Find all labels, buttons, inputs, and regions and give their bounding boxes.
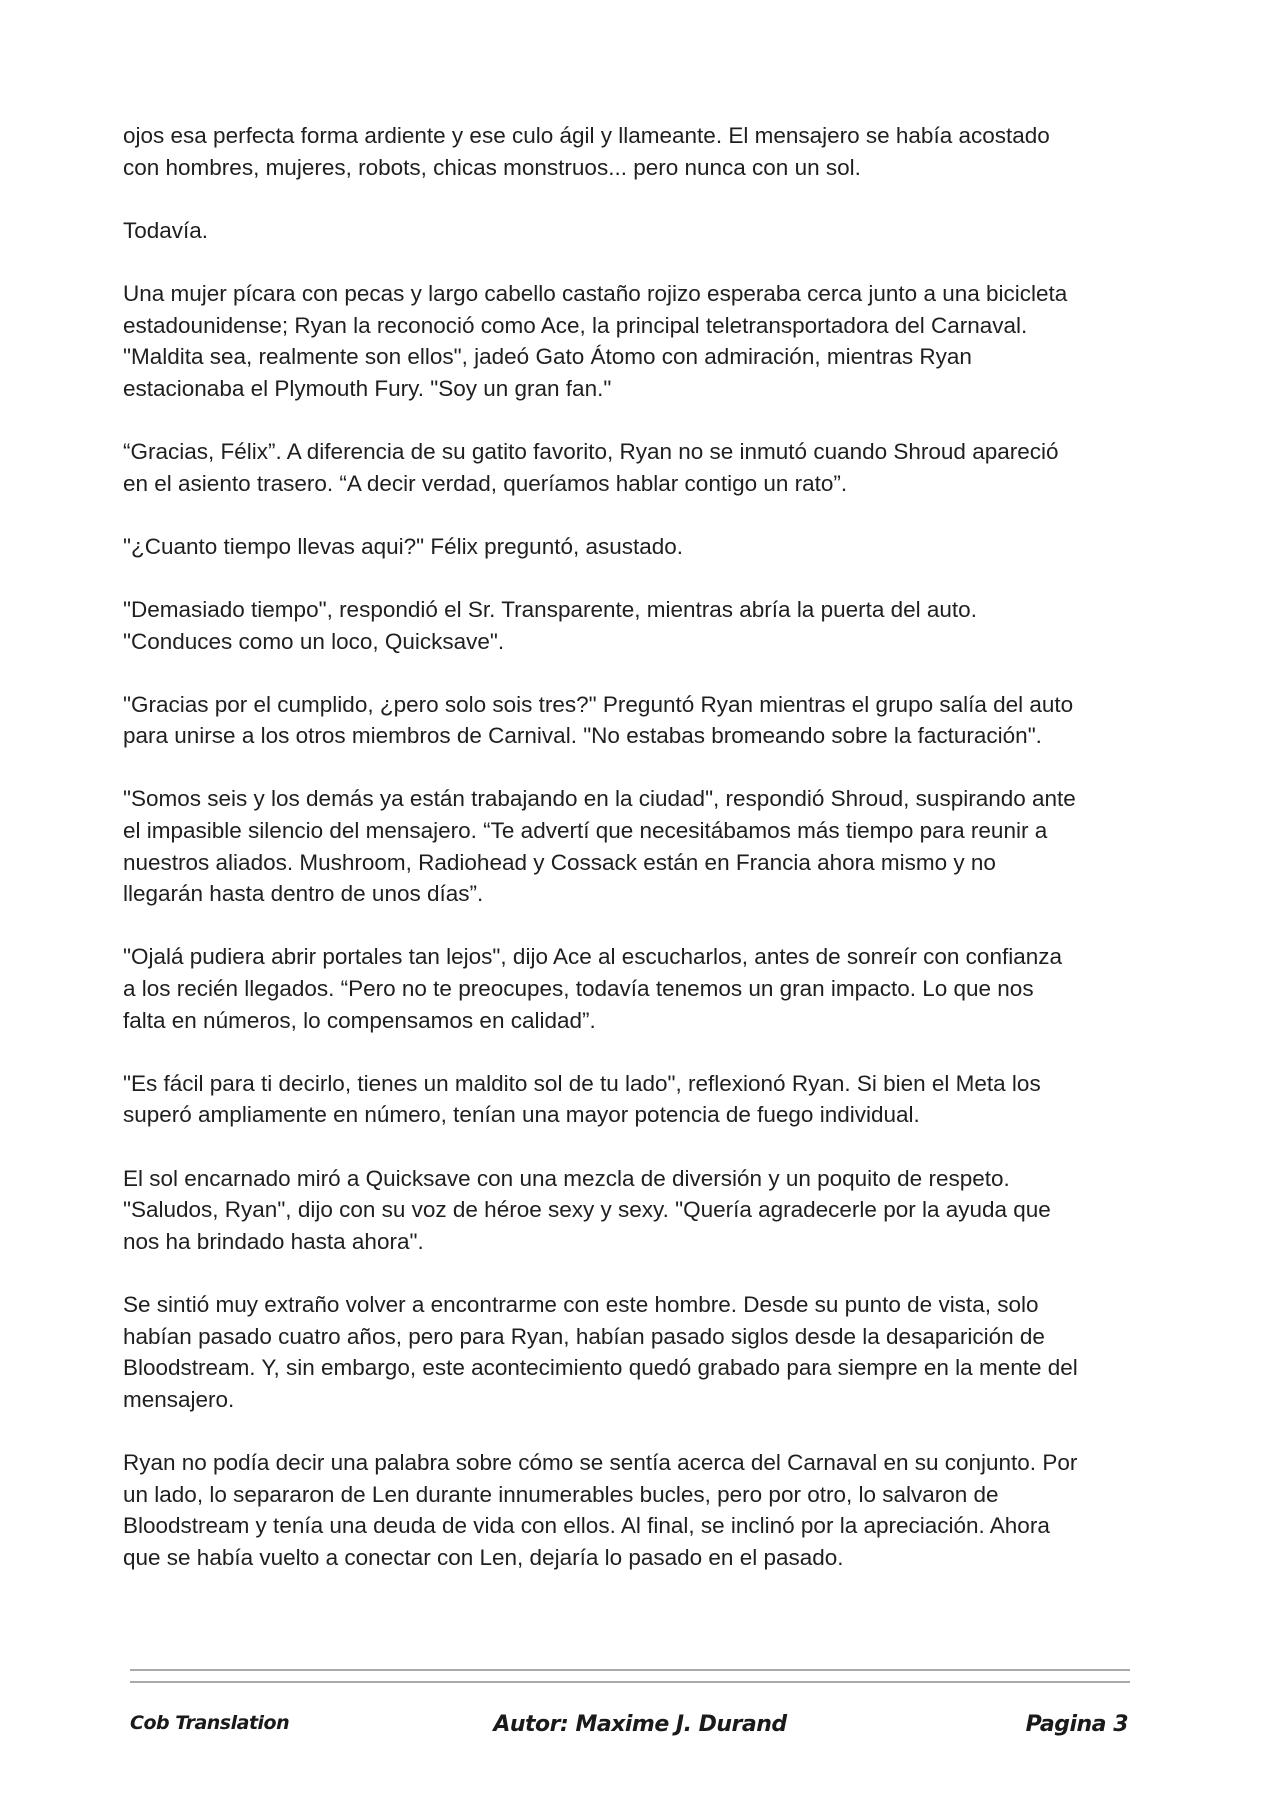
paragraph-3: Una mujer pícara con pecas y largo cabello castaño rojizo esperaba cerca junto a una bicicleta estadounidense; Ryan la reconoció como Ace, la principal teletransportadora del Carnaval. "Maldita sea, realmente son ellos", jadeó Gato Átomo con admiración, mientras Ryan estacionaba el Plymouth Fury. "Soy un gran fan." <box>123 280 1068 401</box>
footer-author: Autor: Maxime J. Durand <box>493 1712 787 1737</box>
paragraph-11: El sol encarnado miró a Quicksave con una mezcla de diversión y un poquito de respeto. "Saludos, Ryan", dijo con su voz de héroe sexy y sexy. "Quería agradecerle por la ayuda que nos ha brindado hasta ahora". <box>123 1165 1051 1254</box>
paragraph-6: "Demasiado tiempo", respondió el Sr. Transparente, mientras abría la puerta del auto. "Conduces como un loco, Quicksave". <box>123 596 977 654</box>
paragraph-10: "Es fácil para ti decirlo, tienes un maldito sol de tu lado", reflexionó Ryan. Si bien el Meta los superó ampliamente en número, tenían una mayor potencia de fuego individual. <box>123 1070 1041 1128</box>
body-text <box>123 120 1143 1605</box>
footer-page-number: Pagina 3 <box>1025 1712 1128 1737</box>
paragraph-13: Ryan no podía decir una palabra sobre cómo se sentía acerca del Carnaval en su conjunto. Por un lado, lo separaron de Len durante innumerables bucles, pero por otro, lo salvaron de Bloodstream y tenía una deuda de vida con ellos. Al final, se inclinó por la apreciación. Ahora que se había vuelto a conectar con Len, dejaría lo pasado en el pasado. <box>123 1449 1078 1570</box>
footer-translator: Cob Translation <box>130 1712 290 1734</box>
footer-divider-bottom <box>130 1681 1130 1683</box>
paragraph-8: "Somos seis y los demás ya están trabajando en la ciudad", respondió Shroud, suspirando ante el impasible silencio del mensajero. “Te advertí que necesitábamos más tiempo para reunir a nuestros aliados. Mushroom, Radiohead y Cossack están en Francia ahora mismo y no llegarán hasta dentro de unos días”. <box>123 786 1076 907</box>
paragraph-5: "¿Cuanto tiempo llevas aqui?" Félix preguntó, asustado. <box>123 533 684 559</box>
paragraph-4: “Gracias, Félix”. A diferencia de su gatito favorito, Ryan no se inmutó cuando Shroud apareció en el asiento trasero. “A decir verdad, queríamos hablar contigo un rato”. <box>123 438 1059 496</box>
paragraph-9: "Ojalá pudiera abrir portales tan lejos", dijo Ace al escucharlos, antes de sonreír con confianza a los recién llegados. “Pero no te preocupes, todavía tenemos un gran impacto. Lo que nos falta en números, lo compensamos en calidad”. <box>123 944 1063 1033</box>
paragraph-1: ojos esa perfecta forma ardiente y ese culo ágil y llameante. El mensajero se había acostado con hombres, mujeres, robots, chicas monstruos... pero nunca con un sol. <box>123 123 1050 180</box>
paragraph-12: Se sintió muy extraño volver a encontrarme con este hombre. Desde su punto de vista, solo habían pasado cuatro años, pero para Ryan, habían pasado siglos desde la desaparición de Bloodstream. Y, sin embargo, este acontecimiento quedó grabado para siempre en la mente del mensajero. <box>123 1291 1078 1412</box>
paragraph-7: "Gracias por el cumplido, ¿pero solo sois tres?" Preguntó Ryan mientras el grupo salía del auto para unirse a los otros miembros de Carnival. "No estabas bromeando sobre la facturación". <box>123 691 1074 749</box>
paragraph-2: Todavía. <box>123 217 209 243</box>
footer-divider-top <box>130 1669 1130 1671</box>
